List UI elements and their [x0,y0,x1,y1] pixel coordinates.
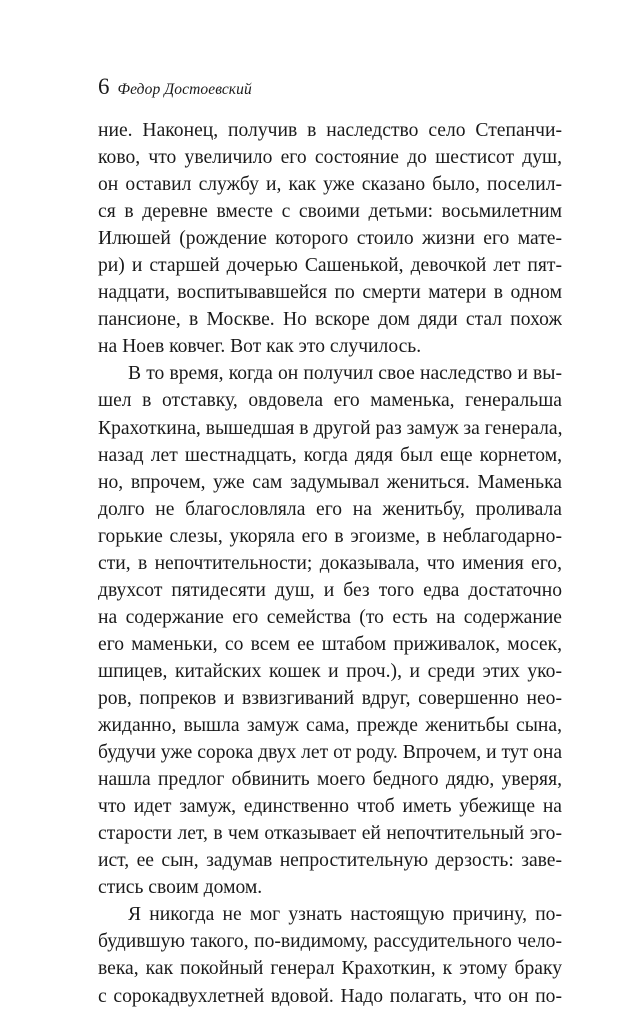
text-line: стись своим домом. [98,877,263,899]
text-line: его маменьки, со всем ее штабом приживалок, мосек, [98,633,562,655]
running-title: Федор Достоевский [117,81,252,98]
text-line: долго не благословляла его на женитьбу, проливала [98,498,562,520]
text-line: с сорокадвухлетней вдовой. Надо полагать, что он по- [98,985,562,1007]
text-line: на содержание его семейства (то есть на содержание [98,606,562,628]
text-line: шпицев, китайских кошек и проч.), и среди этих уко- [98,660,562,682]
text-line: ково, что увеличило его состояние до шестисот душ, [98,147,562,169]
text-line: но, впрочем, уже сам задумывал жениться. Маменька [98,471,562,493]
text-line: В то время, когда он получил свое наследство и вы- [128,363,562,385]
text-line: он оставил службу и, как уже сказано было, поселил- [98,174,562,196]
page-number: 6 [98,74,110,99]
text-line: жиданно, вышла замуж сама, прежде женитьбы сына, [98,715,562,737]
paragraph [98,117,562,360]
text-line: ся в деревне вместе с своими детьми: восьмилетним [98,201,562,223]
text-line: надцати, воспитывавшейся по смерти матери в одном [98,282,562,304]
text-line: назад лет шестнадцать, когда дядя был еще корнетом, [98,444,562,466]
running-head [98,74,252,104]
text-line: старости лет, в чем отказывает ей непочтительный эго- [98,823,562,845]
paragraph [98,360,562,901]
text-line: будучи уже сорока двух лет от роду. Впрочем, и тут она [98,742,562,764]
text-line: ри) и старшей дочерью Сашенькой, девочкой лет пят- [98,255,562,277]
text-line: что идет замуж, единственно чтоб иметь убежище на [98,796,562,818]
text-line: пансионе, в Москве. Но вскоре дом дяди стал похож [98,309,562,331]
text-line: нашла предлог обвинить моего бедного дядю, уверяя, [98,769,562,791]
text-line: Илюшей (рождение которого стоило жизни его мате- [98,228,562,250]
text-line: сти, в непочтительности; доказывала, что имения его, [98,552,562,574]
text-line: Я никогда не мог узнать настоящую причину, по- [128,904,562,926]
text-line: двухсот пятидесяти душ, и без того едва достаточно [98,579,562,601]
text-line: шел в отставку, овдовела его маменька, генеральша [98,390,562,412]
text-line: будившую такого, по-видимому, рассудительного чело- [98,931,562,953]
text-line: ист, ее сын, задумав непростительную дерзость: заве- [98,850,562,872]
body-text [98,117,562,1010]
text-line: ров, попреков и взвизгиваний вдруг, совершенно нео- [98,687,562,709]
paragraph [98,901,562,1009]
text-line: ние. Наконец, получив в наследство село Степанчи- [98,120,562,141]
text-line: горькие слезы, укоряла его в эгоизме, в неблагодарно- [98,525,562,547]
text-line: века, как покойный генерал Крахоткин, к этому браку [98,958,562,980]
text-line: на Ноев ковчег. Вот как это случилось. [98,336,422,358]
text-line: Крахоткина, вышедшая в другой раз замуж за генерала, [98,417,562,439]
